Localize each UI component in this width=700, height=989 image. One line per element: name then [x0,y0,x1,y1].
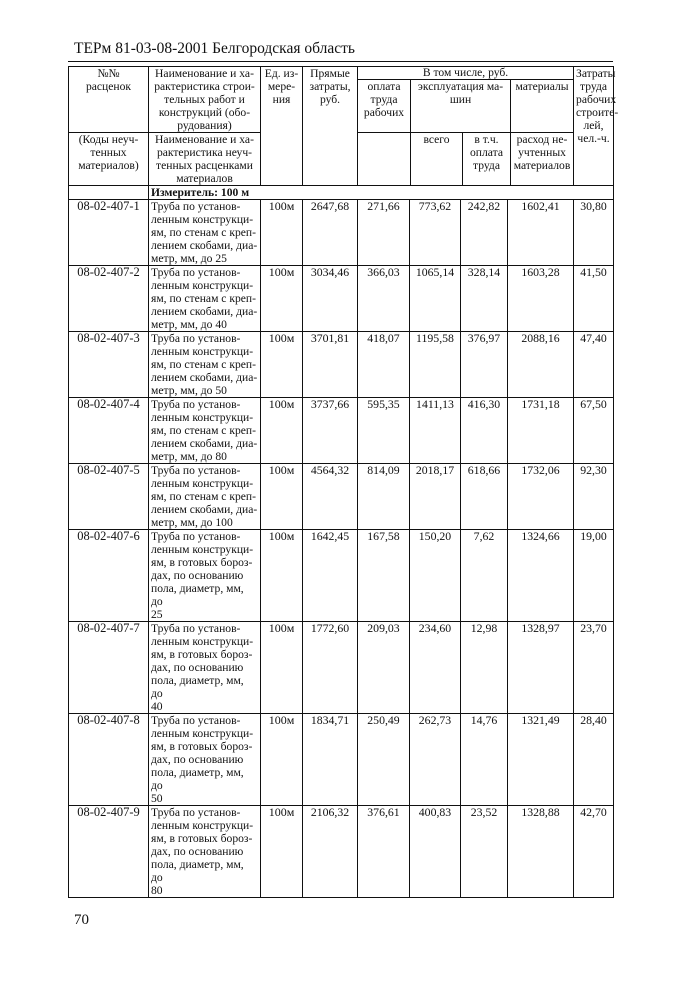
unit-cell: 100м [261,464,303,530]
direct-costs-cell: 3701,81 [303,332,358,398]
wage-cell: 418,07 [358,332,410,398]
rate-code: 08-02-407-9 [69,806,149,898]
table-row [69,200,614,266]
machine-wage-cell: 328,14 [461,266,508,332]
machine-wage-cell: 416,30 [461,398,508,464]
work-name: Труба по установ- ленным конструкци- ям, в готовых бороз- дах, по основанию пола, диаметр, мм, до 50 [149,714,261,806]
rate-code: 08-02-407-8 [69,714,149,806]
direct-costs-cell: 2647,68 [303,200,358,266]
page-number: 70 [74,912,89,928]
header-name-secondary: Наименование и ха- рактеристика неуч- тенных расценками материалов [149,133,261,186]
work-name: Труба по установ- ленным конструкци- ям, по стенам с креп- лением скобами, диа- метр, мм, до 40 [149,266,261,332]
machine-wage-cell: 618,66 [461,464,508,530]
unit-cell: 100м [261,622,303,714]
unit-cell: 100м [261,398,303,464]
table-row [69,714,614,806]
unit-cell: 100м [261,332,303,398]
unit-cell: 100м [261,200,303,266]
machine-total-cell: 1195,58 [410,332,461,398]
labor-cell: 19,00 [574,530,614,622]
labor-cell: 28,40 [574,714,614,806]
machine-total-cell: 773,62 [410,200,461,266]
materials-cell: 2088,16 [508,332,574,398]
table-row [69,332,614,398]
labor-cell: 42,70 [574,806,614,898]
wage-cell: 376,61 [358,806,410,898]
header-row-1 [69,67,614,133]
header-code: №№ расценок [69,67,149,133]
rate-code: 08-02-407-2 [69,266,149,332]
rate-code: 08-02-407-6 [69,530,149,622]
machine-wage-cell: 376,97 [461,332,508,398]
table-row [69,530,614,622]
table-row [69,622,614,714]
rate-code: 08-02-407-5 [69,464,149,530]
work-name: Труба по установ- ленным конструкци- ям, в готовых бороз- дах, по основанию пола, диаметр, мм, до 80 [149,806,261,898]
header-including-label: В том числе, руб. [358,67,573,80]
direct-costs-cell: 1642,45 [303,530,358,622]
unit-cell: 100м [261,530,303,622]
direct-costs-cell: 3034,46 [303,266,358,332]
work-name: Труба по установ- ленным конструкци- ям, по стенам с креп- лением скобами, диа- метр, мм, до 50 [149,332,261,398]
machine-total-cell: 400,83 [410,806,461,898]
header-machine-total: всего [411,133,463,185]
machine-wage-cell: 14,76 [461,714,508,806]
rates-table [68,66,619,898]
unit-cell: 100м [261,266,303,332]
wage-cell: 595,35 [358,398,410,464]
header-including [358,67,574,133]
materials-cell: 1602,41 [508,200,574,266]
labor-cell: 41,50 [574,266,614,332]
materials-cell: 1324,66 [508,530,574,622]
materials-cell: 1321,49 [508,714,574,806]
machine-total-cell: 1411,13 [410,398,461,464]
rate-code: 08-02-407-4 [69,398,149,464]
header-materials: материалы [515,80,569,93]
work-name: Труба по установ- ленным конструкци- ям, по стенам с креп- лением скобами, диа- метр, мм, до 80 [149,398,261,464]
header-machine-wage: в т.ч. оплата труда [463,133,511,185]
header-unaccounted-materials: расход не- учтенных материалов [513,133,571,172]
rate-code: 08-02-407-1 [69,200,149,266]
work-name: Труба по установ- ленным конструкци- ям, в готовых бороз- дах, по основанию пола, диаметр, мм, до 25 [149,530,261,622]
machine-wage-cell: 242,82 [461,200,508,266]
labor-cell: 23,70 [574,622,614,714]
machine-total-cell: 262,73 [410,714,461,806]
title-divider [68,61,613,62]
machine-total-cell: 150,20 [410,530,461,622]
header-labor: Затраты труда рабочих строите- лей, чел.-ч. [574,67,614,186]
machine-total-cell: 2018,17 [410,464,461,530]
work-name: Труба по установ- ленным конструкци- ям, по стенам с креп- лением скобами, диа- метр, мм, до 25 [149,200,261,266]
table-row [69,398,614,464]
labor-cell: 47,40 [574,332,614,398]
direct-costs-cell: 2106,32 [303,806,358,898]
direct-costs-cell: 4564,32 [303,464,358,530]
machine-total-cell: 234,60 [410,622,461,714]
work-name: Труба по установ- ленным конструкци- ям, в готовых бороз- дах, по основанию пола, диаметр, мм, до 40 [149,622,261,714]
wage-cell: 366,03 [358,266,410,332]
measure-row [69,186,614,200]
machine-wage-cell: 7,62 [461,530,508,622]
direct-costs-cell: 1834,71 [303,714,358,806]
header-name: Наименование и ха- рактеристика строи- тельных работ и конструкций (обо- рудования) [149,67,261,133]
materials-cell: 1731,18 [508,398,574,464]
work-name: Труба по установ- ленным конструкци- ям, по стенам с креп- лением скобами, диа- метр, мм, до 100 [149,464,261,530]
wage-cell: 209,03 [358,622,410,714]
wage-cell: 814,09 [358,464,410,530]
unit-cell: 100м [261,714,303,806]
materials-cell: 1732,06 [508,464,574,530]
measure-label: Измеритель: 100 м [149,186,614,200]
wage-cell: 250,49 [358,714,410,806]
document-title: ТЕРм 81-03-08-2001 Белгородская область [74,40,355,57]
labor-cell: 92,30 [574,464,614,530]
wage-cell: 271,66 [358,200,410,266]
direct-costs-cell: 3737,66 [303,398,358,464]
header-code-secondary: (Коды неуч- тенных материалов) [69,133,149,186]
unit-cell: 100м [261,806,303,898]
rate-code: 08-02-407-7 [69,622,149,714]
labor-cell: 30,80 [574,200,614,266]
labor-cell: 67,50 [574,398,614,464]
machine-wage-cell: 23,52 [461,806,508,898]
header-wage: оплата труда рабочих [358,80,411,132]
header-including-secondary [358,133,574,186]
table-row [69,464,614,530]
materials-cell: 1603,28 [508,266,574,332]
header-direct-costs: Прямые затраты, руб. [303,67,358,186]
direct-costs-cell: 1772,60 [303,622,358,714]
measure-spacer [69,186,149,200]
rate-code: 08-02-407-3 [69,332,149,398]
header-machine: эксплуатация ма- шин [411,80,511,132]
machine-wage-cell: 12,98 [461,622,508,714]
materials-cell: 1328,88 [508,806,574,898]
materials-cell: 1328,97 [508,622,574,714]
machine-total-cell: 1065,14 [410,266,461,332]
table-row [69,806,614,898]
wage-cell: 167,58 [358,530,410,622]
table-row [69,266,614,332]
header-unit: Ед. из- мере- ния [261,67,303,186]
